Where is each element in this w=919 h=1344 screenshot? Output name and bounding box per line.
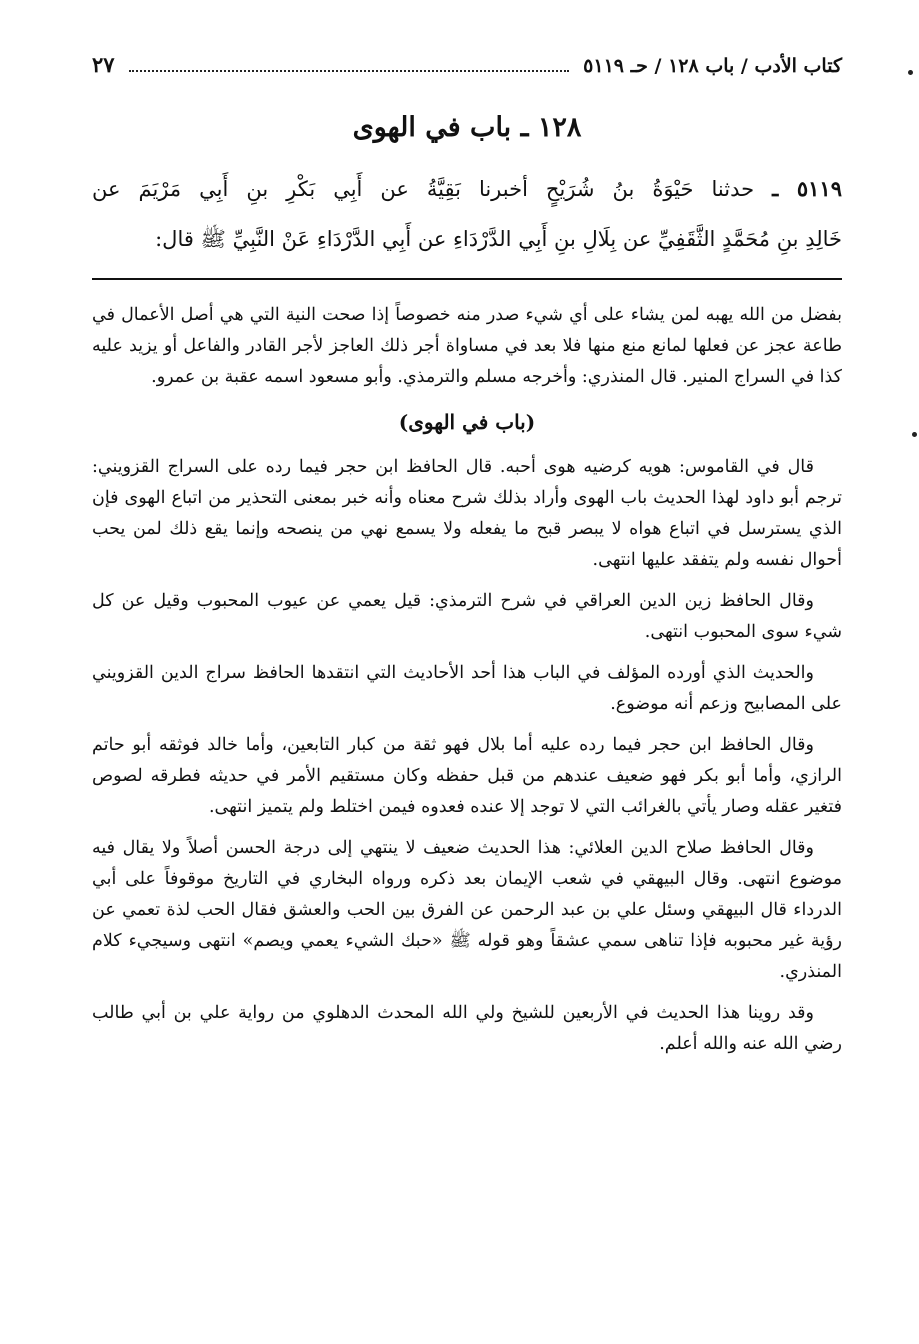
scan-edge-mark-middle [912,432,917,437]
commentary [92,300,842,1060]
commentary-paragraph: والحديث الذي أورده المؤلف في الباب هذا أحد الأحاديث التي انتقدها الحافظ سراج الدين القزويني على المصابيح وزعم أنه موضوع. [92,663,842,714]
book-page [92,52,842,1070]
commentary-intro: بفضل من الله يهبه لمن يشاء على أي شيء صدر منه خصوصاً إذا صحت النية التي هي أصل الأعمال في طاعة عجز عن فعلها لمانع منع منها فلا بعد في مساواة أجر ذلك العاجز لأجر القادر والفاعل أو يزيد عليه كذا في السراج المنير. قال المنذري: وأخرجه مسلم والترمذي. وأبو مسعود اسمه عقبة بن عمرو. [92,305,842,387]
hadith-text [92,164,842,264]
commentary-paragraph: وقد روينا هذا الحديث في الأربعين للشيخ ولي الله المحدث الدهلوي من رواية علي بن أبي طالب رضي الله عنه والله أعلم. [92,1003,842,1054]
hadith-line-1-text: حدثنا حَيْوَةُ بنُ شُرَيْحٍ أخبرنا بَقِيَّةُ عن أَبِي بَكْرِ بنِ أَبِي مَرْيَمَ عن [92,177,755,201]
commentary-paragraph: وقال الحافظ ابن حجر فيما رده عليه أما بلال فهو ثقة من كبار التابعين، وأما خالد فوثقه أبو حاتم الرازي، وأما أبو بكر فهو ضعيف عندهم من قبل حفظه وكان مستقيم الأمر في حديثه فطرقه لصوص فتغير عقله وصار يأتي بالغرائب التي لا توجد إلا عنده فعدوه فيمن اختلط ولم يتميز انتهى. [92,735,842,817]
chapter-title: ١٢٨ ـ باب في الهوى [352,112,582,143]
hadith-line-2: خَالِدِ بنِ مُحَمَّدٍ الثَّقَفِيِّ عن بِلَالِ بنِ أَبِي الدَّرْدَاءِ عن أَبِي الدَّرْدَاءِ عَنْ النَّبِيِّ ﷺ قال: [155,227,842,251]
hadith-line-1 [92,164,842,214]
commentary-paragraph: وقال الحافظ زين الدين العراقي في شرح الترمذي: قيل يعمي عن عيوب المحبوب وقيل عن كل شيء سوى المحبوب انتهى. [92,591,842,642]
text-commentary-divider [92,278,842,280]
running-header [92,52,842,86]
scan-edge-mark-top [908,70,913,75]
commentary-paragraph: وقال الحافظ صلاح الدين العلائي: هذا الحديث ضعيف لا ينتهي إلى درجة الحسن أصلاً ولا يقال فيه موضوع انتهى. وقال البيهقي في شعب الإيمان بعد ذكره ورواه البخاري في التاريخ موقوفاً على أبي الدرداء قال البيهقي وسئل علي بن عبد الرحمن عن الفرق بين الحب والعشق فقال الحب لذة تعمي عن رؤية غير محبوبه فإذا تناهى سمي عشقاً وهو قوله ﷺ «حبك الشيء يعمي ويصم» انتهى وسيجيء كلام المنذري. [92,838,842,982]
section-title: (باب في الهوى) [398,410,536,434]
commentary-paragraph: قال في القاموس: هويه كرضيه هوى أحبه. قال الحافظ ابن حجر فيما رده على السراج القزويني: ترجم أبو داود لهذا الحديث باب الهوى وأراد بذلك شرح معناه وأنه خبر بمعنى التحذير من اتباع الهوى فإن الذي يسترسل في اتباع هواه لا يبصر قبح ما يفعله ولا يسمع نهي من ينصحه وإنما يقع ذلك لمن يحب أحوال نفسه ولم يتفقد عليها انتهى. [92,457,842,570]
hadith-number: ٥١١٩ ـ [772,176,842,201]
page-number: ٢٧ [92,52,115,77]
running-title: كتاب الأدب / باب ١٢٨ / حـ ٥١١٩ [583,55,842,77]
header-dot-leader [129,70,570,72]
